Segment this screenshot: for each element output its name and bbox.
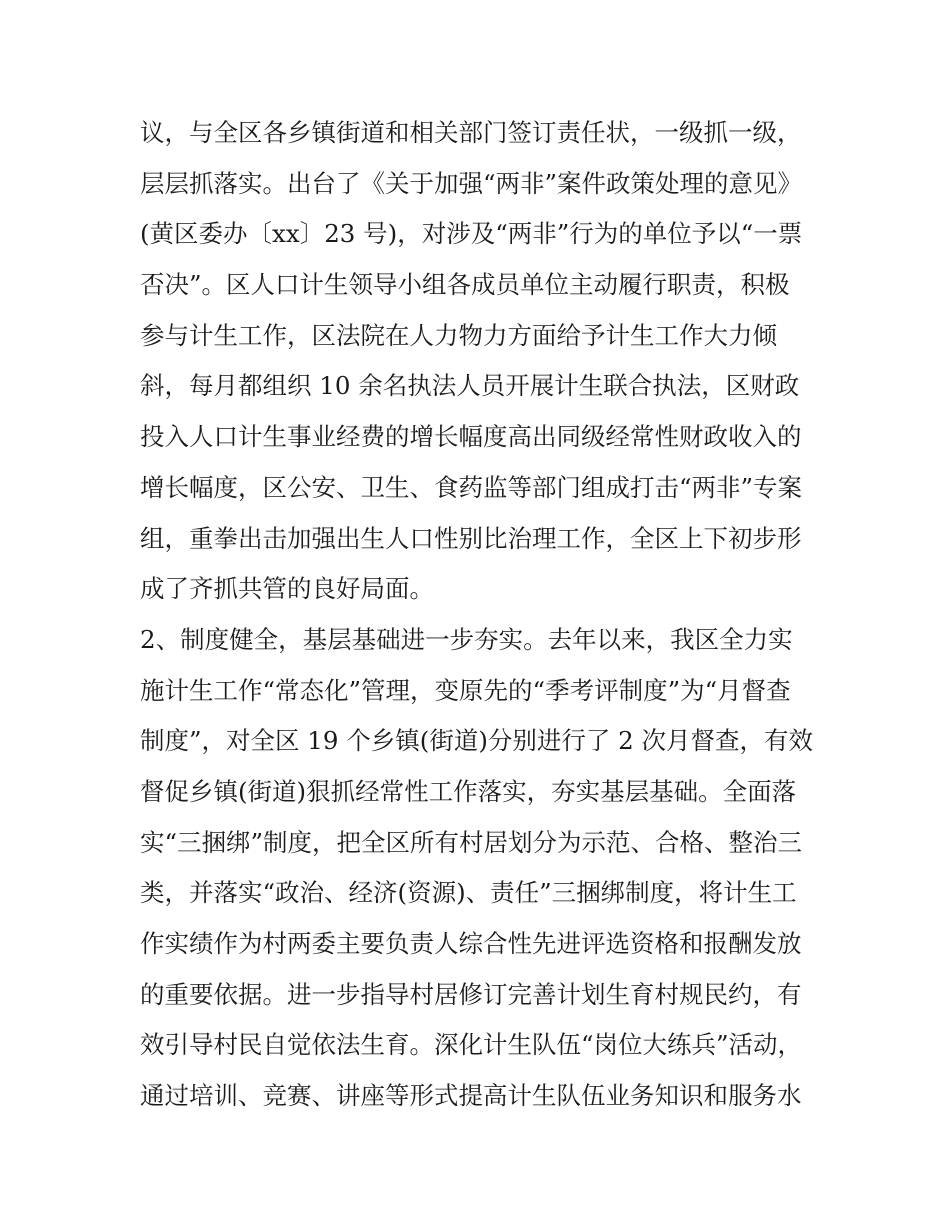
text-line: 作实绩作为村两委主要负责人综合性先进评选资格和报酬发放 bbox=[140, 929, 802, 958]
text-line: (黄区委办〔xx〕23 号)，对涉及“两非”行为的单位予以“一票 bbox=[140, 219, 803, 249]
text-line: 类，并落实“政治、经济(资源)、责任”三捆绑制度，将计生工 bbox=[140, 878, 797, 908]
text-line: 成了齐抓共管的良好局面。 bbox=[140, 574, 434, 604]
body-text bbox=[140, 108, 830, 1122]
text-line: 效引导村民自觉依法生育。深化计生队伍“岗位大练兵”活动， bbox=[140, 1030, 803, 1060]
text-line: 通过培训、竞赛、讲座等形式提高计生队伍业务知识和服务水 bbox=[140, 1081, 802, 1111]
text-line: 组，重拳出击加强出生人口性别比治理工作，全区上下初步形 bbox=[140, 523, 802, 553]
text-line: 否决”。区人口计生领导小组各成员单位主动履行职责，积极 bbox=[140, 270, 790, 300]
text-line: 的重要依据。进一步指导村居修订完善计划生育村规民约，有 bbox=[140, 979, 802, 1009]
text-line: 施计生工作“常态化”管理，变原先的“季考评制度”为“月督查 bbox=[140, 675, 791, 705]
text-line: 督促乡镇(街道)狠抓经常性工作落实，夯实基层基础。全面落 bbox=[140, 776, 797, 806]
text-line: 增长幅度，区公安、卫生、食药监等部门组成打击“两非”专案 bbox=[140, 472, 803, 502]
text-line: 斜，每月都组织 10 余名执法人员开展计生联合执法，区财政 bbox=[140, 371, 800, 401]
text-line: 实“三捆绑”制度，把全区所有村居划分为示范、合格、整治三 bbox=[140, 827, 803, 857]
section-heading-line: 2、制度健全，基层基础进一步夯实。去年以来，我区全力实 bbox=[140, 624, 793, 654]
text-line: 层层抓落实。出台了《关于加强“两非”案件政策处理的意见》 bbox=[140, 168, 803, 198]
text-line: 制度”，对全区 19 个乡镇(街道)分别进行了 2 次月督查，有效 bbox=[140, 726, 814, 756]
text-line: 参与计生工作，区法院在人力物力方面给予计生工作大力倾 bbox=[140, 320, 777, 350]
text-line: 投入人口计生事业经费的增长幅度高出同级经常性财政收入的 bbox=[140, 422, 802, 452]
text-line: 议，与全区各乡镇街道和相关部门签订责任状，一级抓一级， bbox=[140, 118, 802, 147]
